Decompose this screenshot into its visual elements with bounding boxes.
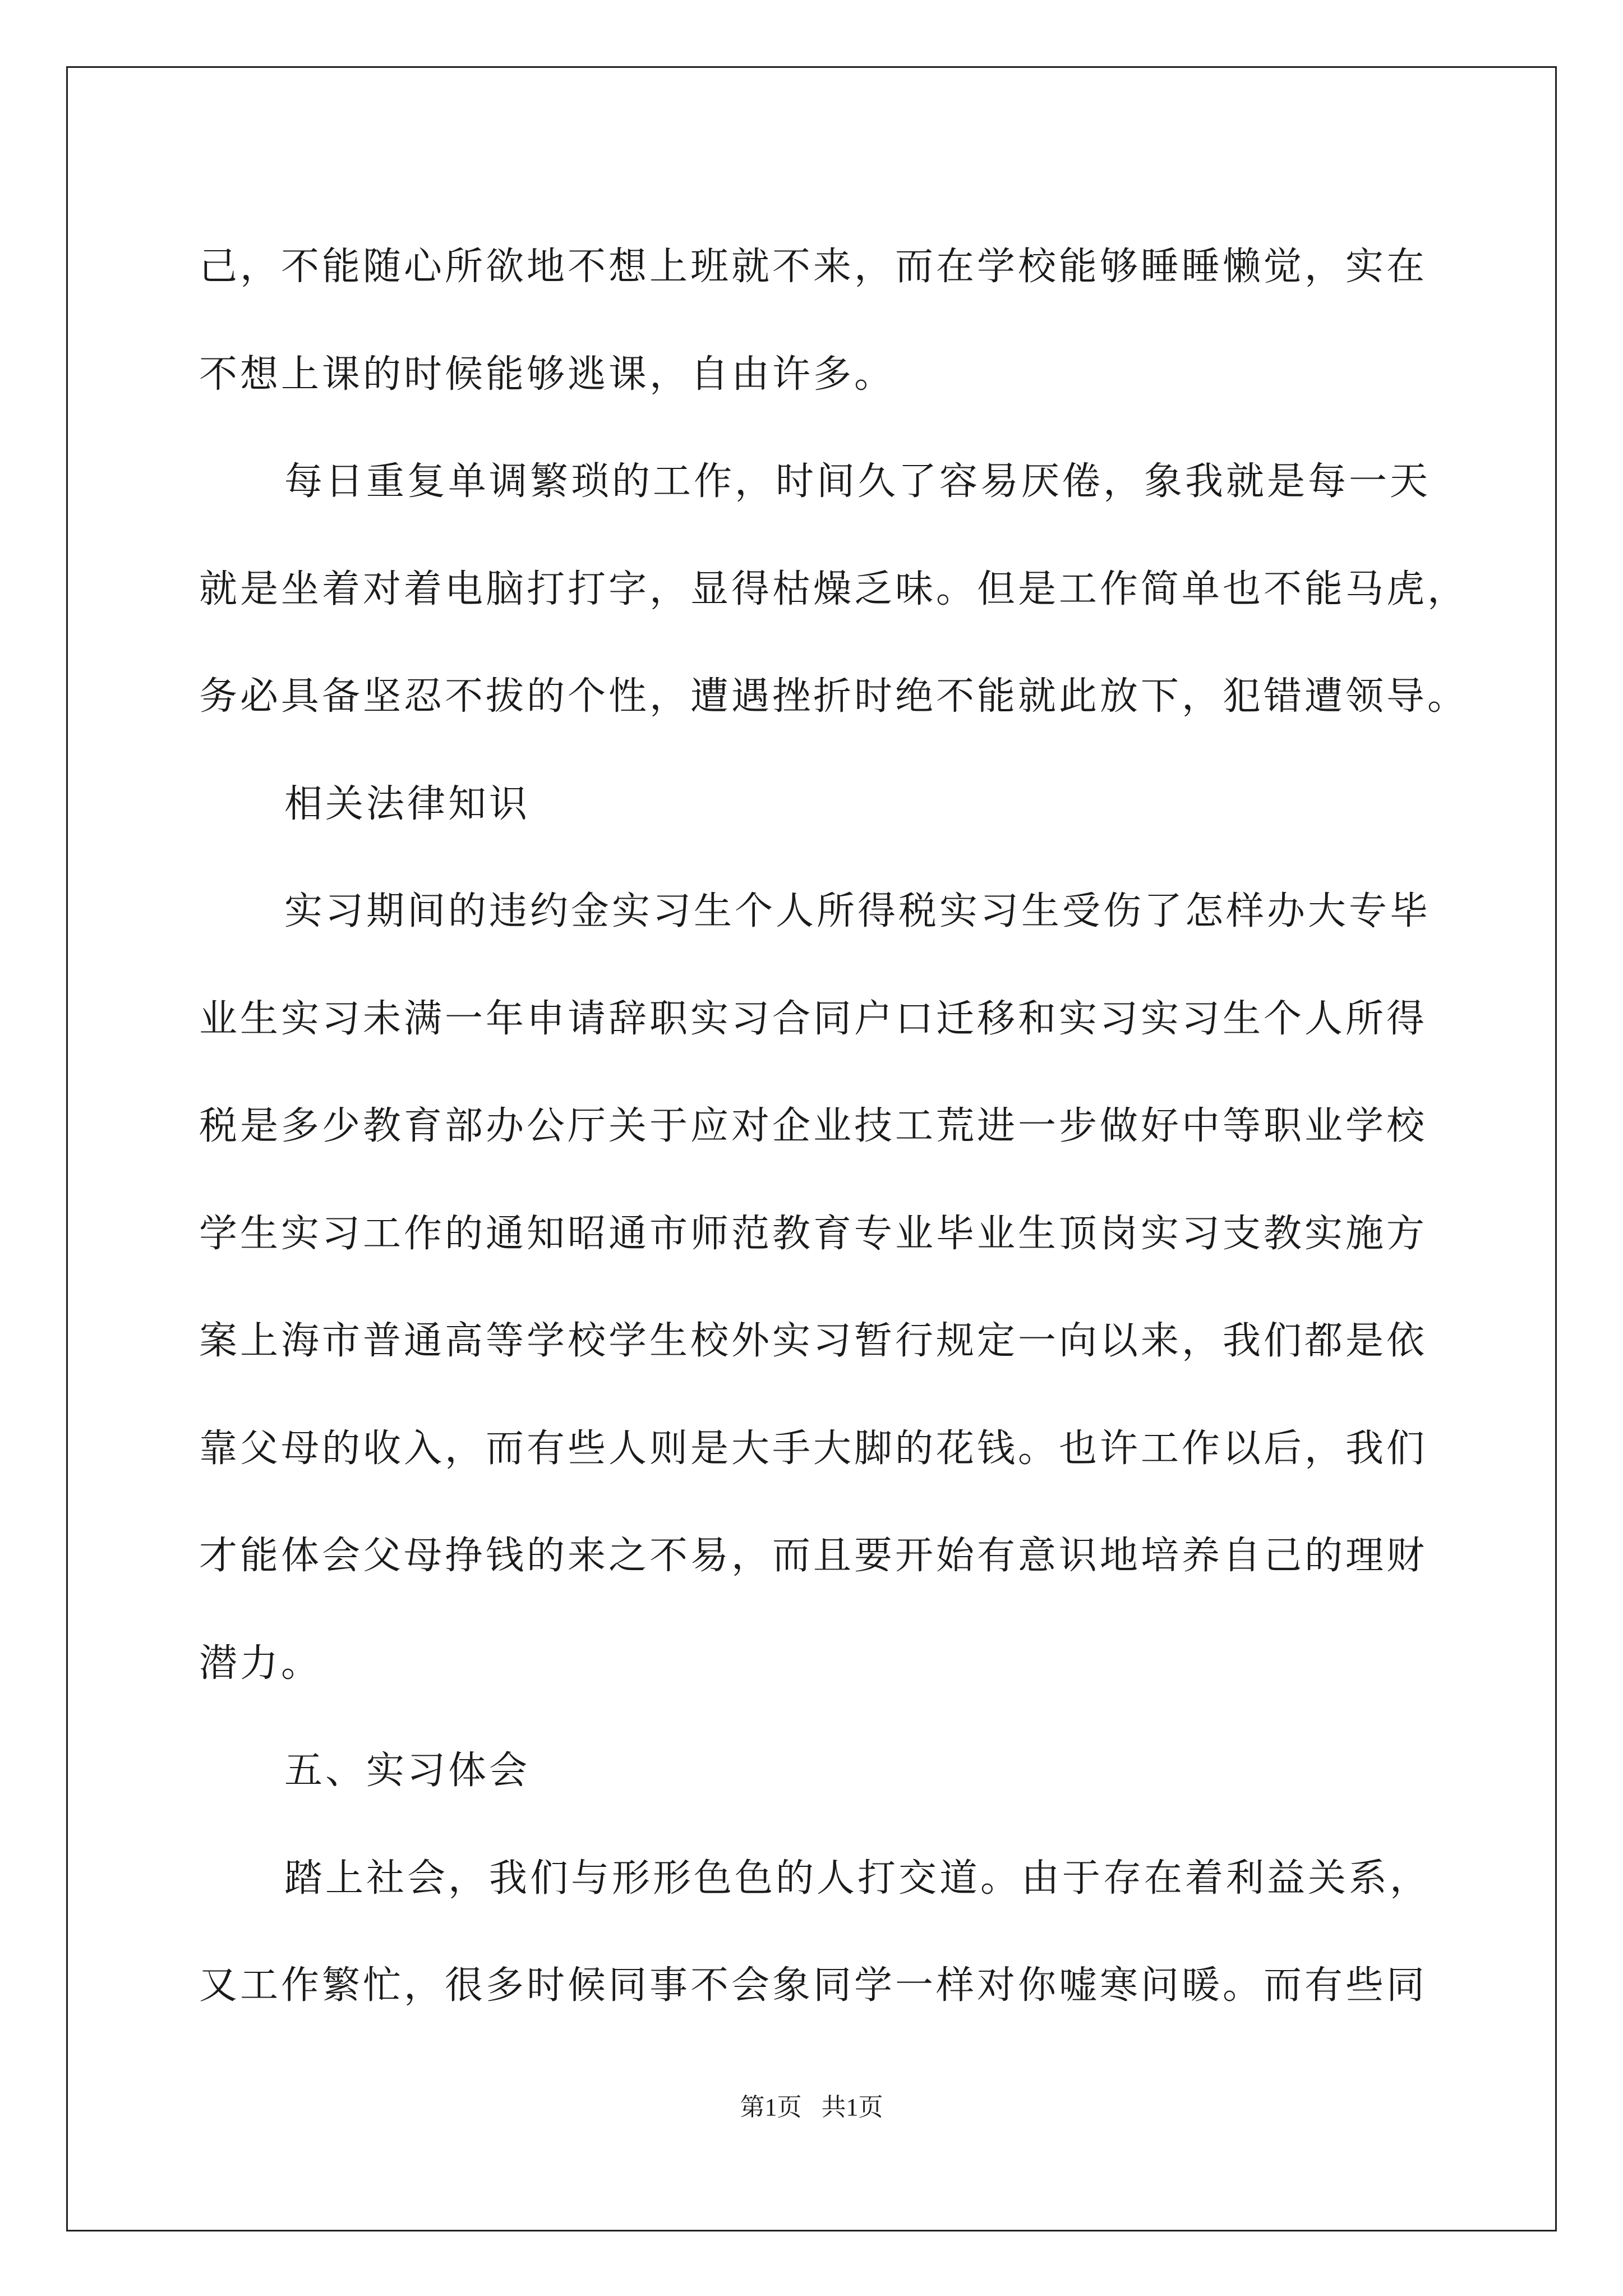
text-line-3: 每日重复单调繁琐的工作，时间久了容易厌倦，象我就是每一天 [284,459,1431,504]
text-line-9: 税是多少教育部办公厅关于应对企业技工荒进一步做好中等职业学校 [199,1104,1428,1148]
text-line-1: 己，不能随心所欲地不想上班就不来，而在学校能够睡睡懒觉，实在 [199,245,1428,289]
text-line-8: 业生实习未满一年申请辞职实习合同户口迁移和实习实习生个人所得 [199,996,1428,1041]
document-body [199,213,1469,2040]
text-line-17: 又工作繁忙，很多时候同事不会象同学一样对你嘘寒问暖。而有些同 [199,1963,1428,2008]
text-line-14: 潜力。 [199,1641,322,1686]
page-number-total: 共1页 [821,2093,883,2121]
text-line-7: 实习期间的违约金实习生个人所得税实习生受伤了怎样办大专毕 [284,889,1431,933]
section-heading-internship: 五、实习体会 [284,1749,531,1793]
page-number-current: 第1页 [740,2093,802,2121]
text-line-16: 踏上社会，我们与形形色色的人打交道。由于存在着利益关系， [284,1856,1431,1901]
text-line-10: 学生实习工作的通知昭通市师范教育专业毕业生顶岗实习支教实施方 [199,1211,1428,1256]
text-line-13: 才能体会父母挣钱的来之不易，而且要开始有意识地培养自己的理财 [199,1534,1428,1578]
section-heading-legal: 相关法律知识 [284,781,531,826]
text-line-11: 案上海市普通高等学校学生校外实习暂行规定一向以来，我们都是依 [199,1319,1428,1363]
text-line-12: 靠父母的收入，而有些人则是大手大脚的花钱。也许工作以后，我们 [199,1426,1428,1471]
text-line-5: 务必具备坚忍不拔的个性，遭遇挫折时绝不能就此放下，犯错遭领导。 [199,674,1469,719]
page-footer [0,2087,1623,2123]
text-line-2: 不想上课的时候能够逃课，自由许多。 [199,352,896,397]
text-line-4: 就是坐着对着电脑打打字，显得枯燥乏味。但是工作简单也不能马虎， [199,567,1469,611]
